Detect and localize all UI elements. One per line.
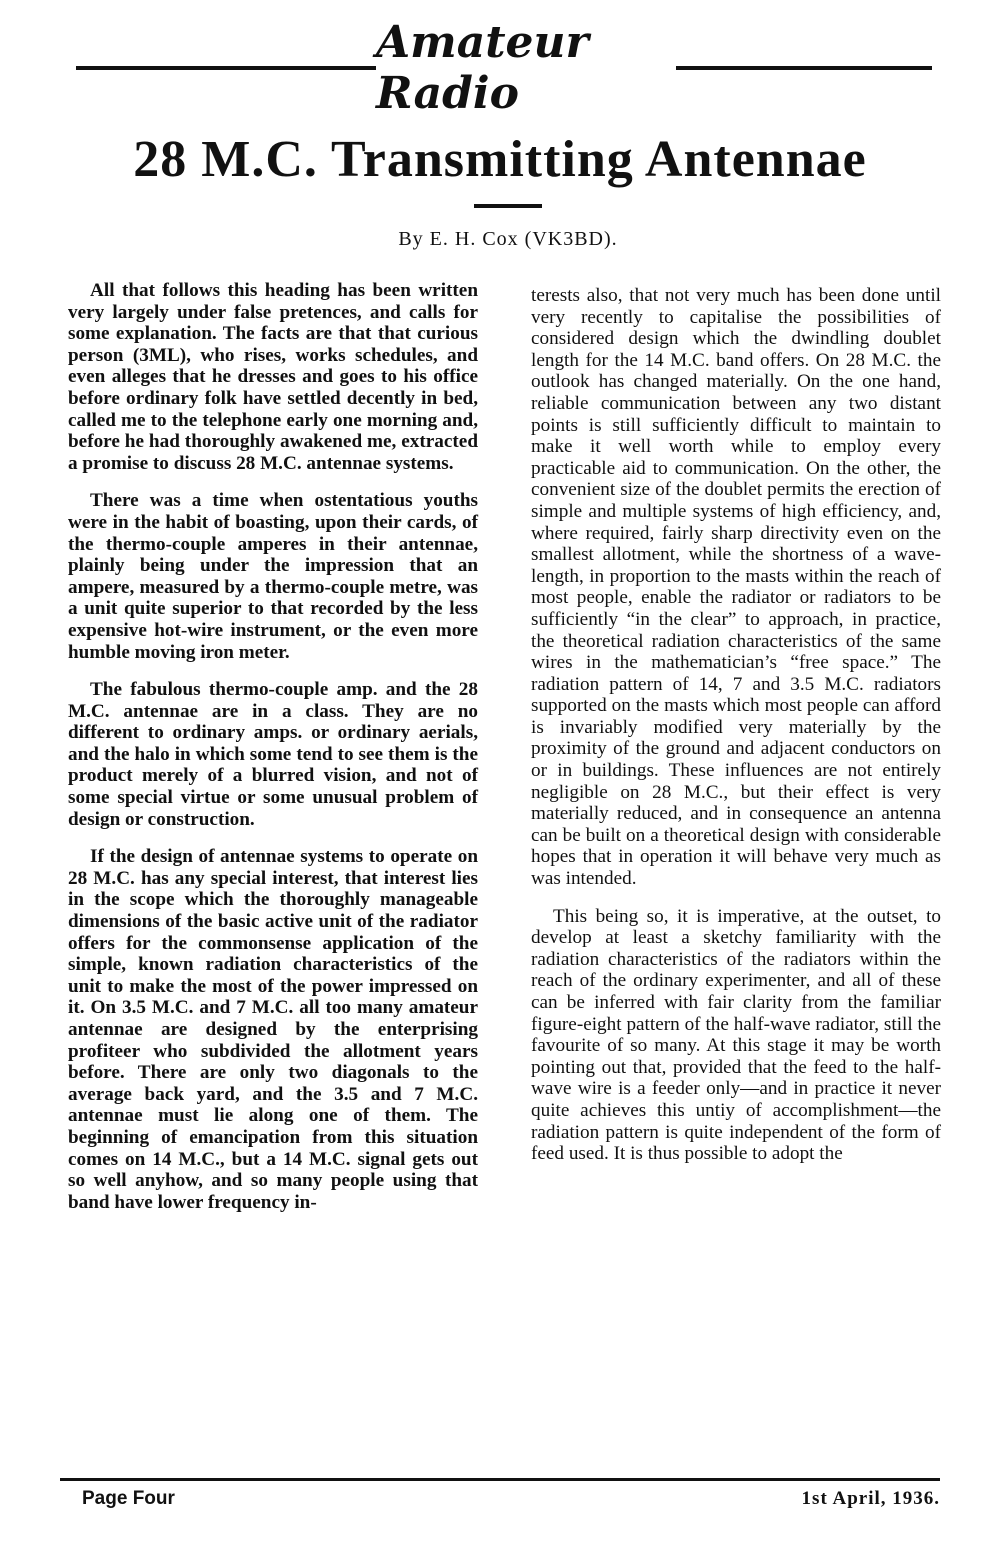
paragraph: There was a time when ostentatious youths were in the habit of boasting, upon their cards, of the thermo-couple amperes in their antennae, plainly being under the impression that an ampere, measured by a thermo-couple metre, was a unit quite superior to that recorded by the less expensive hot-wire instrument, or the even more humble moving iron meter.: [68, 490, 478, 663]
masthead: [76, 17, 932, 119]
right-column: [531, 285, 941, 1181]
page-label: Page Four: [82, 1488, 175, 1509]
article-title: 28 M.C. Transmitting Antennae: [133, 131, 867, 188]
title-divider: [474, 204, 542, 208]
paragraph: All that follows this heading has been written very largely under false pretences, and calls for some explanation. The facts are that that curious person (3ML), who rises, works schedules, and even alleges that he dresses and goes to his office before ordinary folk have settled decently in bed, called me to the telephone early one morning and, before he had thoroughly awakened me, extracted a promise to discuss 28 M.C. antennae systems.: [68, 280, 478, 474]
masthead-rule-right: [676, 66, 932, 70]
paragraph: If the design of antennae systems to operate on 28 M.C. has any special interest, that interest lies in the scope which the thoroughly manageable dimensions of the basic active unit of the radiator offers for the commonsense application of the simple, known radiation characteristics of the unit to make the most of the power impressed on it. On 3.5 M.C. and 7 M.C. all too many amateur antennae are designed by the enterprising profiteer who subdivided the allotment years before. There are only two diagonals to the average back yard, and the 3.5 and 7 M.C. antennae must lie along one of them. The beginning of emancipation from this situation comes on 14 M.C., but a 14 M.C. signal gets out so well anyhow, and so many people using that band have lower frequency in-: [68, 846, 478, 1213]
issue-date: 1st April, 1936.: [801, 1488, 940, 1509]
paragraph: This being so, it is imperative, at the outset, to develop at least a sketchy familiarity with the radiation characteristics of the radiators within the reach of the ordinary experimenter, and all of these can be inferred with fair clarity from the familiar figure-eight pattern of the half-wave radiator, still the favourite of so many. At this stage it may be worth pointing out that, provided that the feed to the half-wave wire is a feeder only—and in practice it never quite achieves this untiy of accomplishment—the radiation pattern is quite independent of the form of feed used. It is thus possible to adopt the: [531, 905, 941, 1165]
paragraph: The fabulous thermo-couple amp. and the 28 M.C. antennae are in a class. They are no different to ordinary amps. or ordinary aerials, and the halo in which some tend to see them is the product merely of a blurred vision, and not of some special virtue or some unusual problem of design or construction.: [68, 679, 478, 830]
masthead-rule-left: [76, 66, 376, 70]
article-byline: By E. H. Cox (VK3BD).: [398, 228, 618, 250]
footer-rule: [60, 1478, 940, 1481]
masthead-logo: Amateur Radio: [376, 17, 589, 119]
paragraph: terests also, that not very much has been done until very recently to capitalise the possibilities of considered design which the dwindling doublet length for the 14 M.C. band offers. On 28 M.C. the outlook has changed materially. On the one hand, reliable communication between any two distant points is still sufficiently difficult to maintain to make it well worth while to employ every practicable aid to communication. On the other, the convenient size of the doublet permits the erection of simple and multiple systems of high efficiency, and, where required, fairly sharp directivity even on the smallest allotment, while the shortness of a wave-length, in proportion to the masts within the reach of most people, enable the radiator or radiators to be sufficiently “in the clear” to approach, in practice, the theoretical radiation characteristics of the same wires in the mathematician’s “free space.” The radiation pattern of 14, 7 and 3.5 M.C. radiators supported on the masts which most people can afford is invariably modified very materially by the proximity of the ground and adjacent conductors on or in buildings. These influences are not entirely negligible on 28 M.C., but their effect is very materially reduced, and in consequence an antenna can be built on a theoretical design with considerable hopes that in operation it will behave very much as was intended.: [531, 285, 941, 890]
left-column: [68, 280, 478, 1229]
